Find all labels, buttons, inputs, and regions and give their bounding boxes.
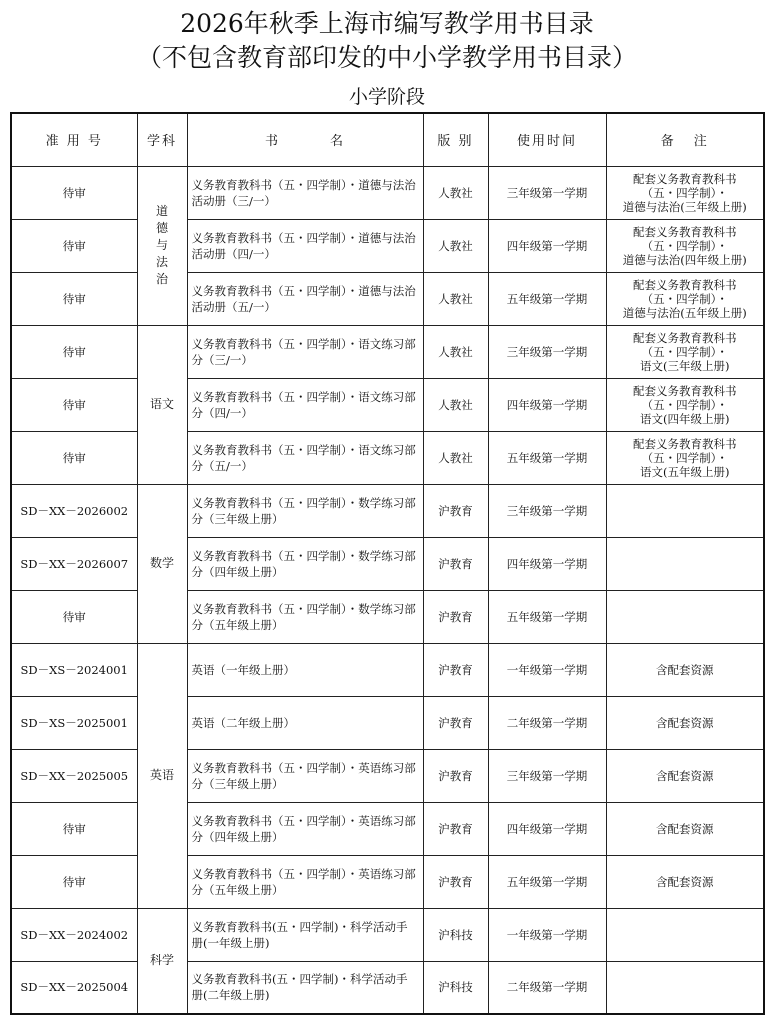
cell-book-title: 义务教育教科书（五・四学制）・英语练习部分（四年级上册） <box>187 802 423 855</box>
cell-code: 待审 <box>11 219 137 272</box>
cell-edition: 沪教育 <box>423 802 488 855</box>
subject-char: 治 <box>155 272 168 286</box>
cell-book-title: 义务教育教科书（五・四学制）・英语练习部分（五年级上册） <box>187 855 423 908</box>
cell-term: 五年级第一学期 <box>488 855 606 908</box>
cell-book-title: 义务教育教科书(五・四学制)・科学活动手册(二年级上册) <box>187 961 423 1014</box>
cell-note <box>606 961 764 1014</box>
cell-term: 五年级第一学期 <box>488 272 606 325</box>
note-line: （五・四学制）・ <box>641 397 728 412</box>
note-line: （五・四学制）・ <box>641 450 728 465</box>
cell-term: 四年级第一学期 <box>488 537 606 590</box>
cell-edition: 沪教育 <box>423 749 488 802</box>
note-line: 配套义务教育教科书 <box>633 171 737 186</box>
table-row <box>11 855 764 908</box>
cell-code: 待审 <box>11 378 137 431</box>
cell-code: SD－XX－2024002 <box>11 908 137 961</box>
cell-book-title: 义务教育教科书（五・四学制）・道德与法治活动册（五/一） <box>187 272 423 325</box>
note-line: （五・四学制）・ <box>641 185 728 200</box>
cell-book-title: 义务教育教科书（五・四学制）・数学练习部分（四年级上册） <box>187 537 423 590</box>
table-row <box>11 272 764 325</box>
cell-code: 待审 <box>11 431 137 484</box>
cell-note <box>606 378 764 431</box>
cell-term: 五年级第一学期 <box>488 431 606 484</box>
cell-edition: 人教社 <box>423 166 488 219</box>
cell-subject-math: 数学 <box>137 484 187 643</box>
note-line: 配套义务教育教科书 <box>633 436 737 451</box>
header-row <box>11 113 764 166</box>
column-header-note-part2: 注 <box>693 134 709 150</box>
table-row <box>11 484 764 537</box>
cell-code: 待审 <box>11 802 137 855</box>
cell-subject-morality <box>137 166 187 325</box>
cell-note <box>606 431 764 484</box>
table-row <box>11 378 764 431</box>
column-header-subject: 学科 <box>137 113 187 166</box>
cell-edition: 人教社 <box>423 378 488 431</box>
cell-book-title: 义务教育教科书（五・四学制）・数学练习部分（三年级上册） <box>187 484 423 537</box>
note-line: 语文(四年级上册) <box>640 411 730 426</box>
note-line: 道德与法治(五年级上册) <box>622 305 747 320</box>
cell-note <box>606 643 764 696</box>
cell-note <box>606 590 764 643</box>
column-header-title-part2: 名 <box>330 134 346 150</box>
cell-note <box>606 219 764 272</box>
cell-term: 二年级第一学期 <box>488 696 606 749</box>
textbook-catalog-table <box>10 112 765 1015</box>
cell-term: 一年级第一学期 <box>488 643 606 696</box>
subject-char: 法 <box>155 255 168 269</box>
cell-code: 待审 <box>11 166 137 219</box>
cell-note <box>606 908 764 961</box>
cell-edition: 沪教育 <box>423 484 488 537</box>
cell-code: SD－XX－2025004 <box>11 961 137 1014</box>
cell-edition: 沪科技 <box>423 908 488 961</box>
column-header-code: 准 用 号 <box>11 113 137 166</box>
table-row <box>11 537 764 590</box>
cell-code: 待审 <box>11 272 137 325</box>
table-body <box>11 166 764 1014</box>
note-line: 配套义务教育教科书 <box>633 383 737 398</box>
note-line: 配套义务教育教科书 <box>633 224 737 239</box>
table-row <box>11 643 764 696</box>
note-line: 道德与法治(四年级上册) <box>622 252 747 267</box>
cell-code: 待审 <box>11 855 137 908</box>
column-header-term: 使用时间 <box>488 113 606 166</box>
cell-book-title: 英语（一年级上册） <box>187 643 423 696</box>
note-line: （五・四学制）・ <box>641 344 728 359</box>
cell-edition: 人教社 <box>423 272 488 325</box>
table-row <box>11 166 764 219</box>
cell-code: SD－XX－2026007 <box>11 537 137 590</box>
subject-char: 与 <box>155 238 168 252</box>
column-header-title-part1: 书 <box>264 134 280 150</box>
note-line: 含配套资源 <box>656 874 714 889</box>
cell-book-title: 义务教育教科书（五・四学制）・道德与法治活动册（三/一） <box>187 166 423 219</box>
table-row <box>11 431 764 484</box>
cell-code: SD－XX－2025005 <box>11 749 137 802</box>
cell-code: SD－XS－2024001 <box>11 643 137 696</box>
cell-code: 待审 <box>11 325 137 378</box>
note-line: 配套义务教育教科书 <box>633 330 737 345</box>
cell-subject-english: 英语 <box>137 643 187 908</box>
note-line: 含配套资源 <box>656 662 714 677</box>
cell-code: 待审 <box>11 590 137 643</box>
cell-term: 三年级第一学期 <box>488 325 606 378</box>
cell-term: 一年级第一学期 <box>488 908 606 961</box>
cell-edition: 人教社 <box>423 219 488 272</box>
cell-note <box>606 855 764 908</box>
cell-note <box>606 325 764 378</box>
note-line: 含配套资源 <box>656 768 714 783</box>
cell-edition: 沪教育 <box>423 855 488 908</box>
cell-term: 三年级第一学期 <box>488 749 606 802</box>
table-header <box>11 113 764 166</box>
cell-edition: 沪教育 <box>423 696 488 749</box>
cell-edition: 人教社 <box>423 431 488 484</box>
cell-term: 四年级第一学期 <box>488 802 606 855</box>
cell-book-title: 义务教育教科书（五・四学制）・道德与法治活动册（四/一） <box>187 219 423 272</box>
note-line: 道德与法治(三年级上册) <box>622 199 747 214</box>
cell-book-title: 义务教育教科书（五・四学制）・语文练习部分（五/一） <box>187 431 423 484</box>
cell-edition: 人教社 <box>423 325 488 378</box>
cell-note <box>606 802 764 855</box>
note-line: （五・四学制）・ <box>641 291 728 306</box>
subject-char: 德 <box>155 221 168 235</box>
page-title: 2026年秋季上海市编写教学用书目录 <box>180 9 594 38</box>
cell-edition: 沪科技 <box>423 961 488 1014</box>
cell-note <box>606 749 764 802</box>
cell-book-title: 义务教育教科书（五・四学制）・数学练习部分（五年级上册） <box>187 590 423 643</box>
note-line: 含配套资源 <box>656 821 714 836</box>
cell-book-title: 义务教育教科书（五・四学制）・语文练习部分（三/一） <box>187 325 423 378</box>
cell-book-title: 义务教育教科书（五・四学制）・语文练习部分（四/一） <box>187 378 423 431</box>
table-row <box>11 219 764 272</box>
cell-note <box>606 696 764 749</box>
cell-note <box>606 166 764 219</box>
note-line: 配套义务教育教科书 <box>633 277 737 292</box>
column-header-note-part1: 备 <box>660 134 676 150</box>
table-row <box>11 590 764 643</box>
cell-edition: 沪教育 <box>423 590 488 643</box>
note-line: 语文(三年级上册) <box>640 358 730 373</box>
cell-subject-chinese: 语文 <box>137 325 187 484</box>
subject-char: 道 <box>155 204 168 218</box>
cell-term: 三年级第一学期 <box>488 484 606 537</box>
cell-edition: 沪教育 <box>423 643 488 696</box>
cell-note <box>606 537 764 590</box>
table-row <box>11 961 764 1014</box>
table-row <box>11 696 764 749</box>
cell-subject-science: 科学 <box>137 908 187 1014</box>
note-line: 语文(五年级上册) <box>640 464 730 479</box>
cell-code: SD－XS－2025001 <box>11 696 137 749</box>
cell-book-title: 义务教育教科书(五・四学制)・科学活动手册(一年级上册) <box>187 908 423 961</box>
cell-edition: 沪教育 <box>423 537 488 590</box>
cell-term: 四年级第一学期 <box>488 219 606 272</box>
cell-note <box>606 272 764 325</box>
table-row <box>11 908 764 961</box>
cell-note <box>606 484 764 537</box>
cell-term: 二年级第一学期 <box>488 961 606 1014</box>
column-header-title <box>187 113 423 166</box>
cell-book-title: 义务教育教科书（五・四学制）・英语练习部分（三年级上册） <box>187 749 423 802</box>
note-line: （五・四学制）・ <box>641 238 728 253</box>
column-header-edition: 版 别 <box>423 113 488 166</box>
table-row <box>11 749 764 802</box>
column-header-note <box>606 113 764 166</box>
note-line: 含配套资源 <box>656 715 714 730</box>
cell-code: SD－XX－2026002 <box>11 484 137 537</box>
section-heading: 小学阶段 <box>348 86 425 108</box>
cell-term: 三年级第一学期 <box>488 166 606 219</box>
cell-term: 五年级第一学期 <box>488 590 606 643</box>
table-row <box>11 325 764 378</box>
cell-term: 四年级第一学期 <box>488 378 606 431</box>
page-subtitle: （不包含教育部印发的中小学教学用书目录） <box>136 43 637 72</box>
cell-book-title: 英语（二年级上册） <box>187 696 423 749</box>
table-row <box>11 802 764 855</box>
